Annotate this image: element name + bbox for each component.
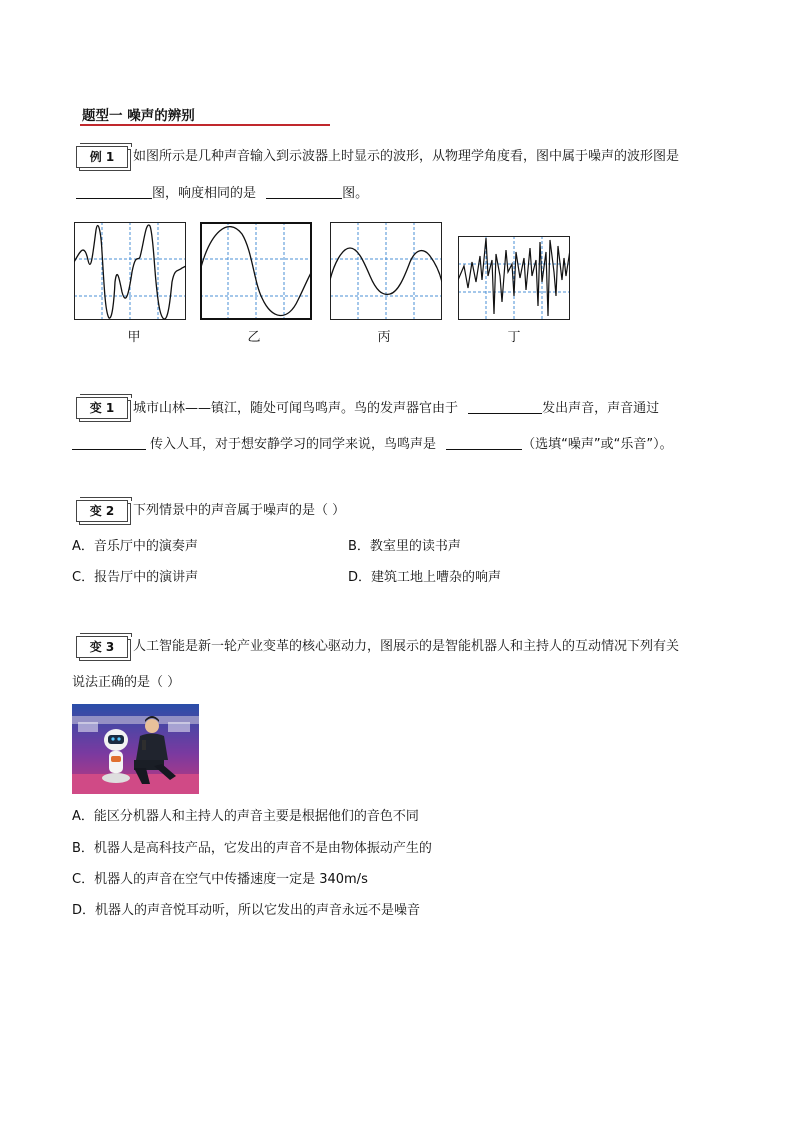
answer-blank[interactable]	[76, 184, 152, 199]
variant-1-badge: 变 1	[76, 397, 128, 419]
variant-2-option-b[interactable]: B．教室里的读书声	[348, 539, 461, 554]
waveform-label-bing: 丙	[377, 330, 391, 345]
example-1-text-line1: 如图所示是几种声音输入到示波器上时显示的波形，从物理学角度看，图中属于噪声的波形图是	[133, 149, 680, 164]
robot-host-photo	[72, 704, 199, 794]
variant-3-badge: 变 3	[76, 636, 128, 658]
variant-3-option-d[interactable]: D．机器人的声音悦耳动听，所以它发出的声音永远不是噪音	[72, 903, 421, 918]
waveform-label-jia: 甲	[127, 330, 141, 345]
variant-2-option-c[interactable]: C．报告厅中的演讲声	[72, 570, 199, 585]
answer-blank[interactable]	[446, 435, 522, 450]
waveform-label-ding: 丁	[507, 330, 521, 345]
answer-blank[interactable]	[72, 435, 146, 450]
section-heading: 题型一 噪声的辨别	[82, 108, 195, 124]
variant-1-text-line1: 城市山林——镇江，随处可闻鸟鸣声。鸟的发声器官由于 发出声音，声音通过	[133, 401, 660, 416]
waveform-jia	[74, 222, 186, 320]
waveform-yi	[200, 222, 312, 320]
variant-2-stem: 下列情景中的声音属于噪声的是（ ）	[133, 503, 346, 518]
waveform-bing	[330, 222, 442, 320]
variant-1-text-line2: 传入人耳，对于想安静学习的同学来说，鸟鸣声是 （选填“噪声”或“乐音”）。	[72, 435, 673, 454]
answer-blank[interactable]	[266, 184, 342, 199]
variant-3-text-line1: 人工智能是新一轮产业变革的核心驱动力，图展示的是智能机器人和主持人的互动情况下列有关	[133, 639, 680, 654]
variant-3-option-a[interactable]: A．能区分机器人和主持人的声音主要是根据他们的音色不同	[72, 809, 419, 824]
variant-2-option-a[interactable]: A．音乐厅中的演奏声	[72, 539, 198, 554]
waveform-label-yi: 乙	[247, 330, 261, 345]
variant-2-badge: 变 2	[76, 500, 128, 522]
variant-3-text-line2: 说法正确的是（ ）	[72, 675, 181, 690]
waveform-ding	[458, 236, 570, 320]
heading-divider	[80, 124, 330, 126]
answer-blank[interactable]	[468, 399, 542, 414]
example-1-text-line2: 图，响度相同的是 图。	[76, 184, 368, 203]
variant-3-option-b[interactable]: B．机器人是高科技产品，它发出的声音不是由物体振动产生的	[72, 841, 432, 856]
variant-3-option-c[interactable]: C．机器人的声音在空气中传播速度一定是 340m/s	[72, 872, 368, 887]
variant-2-option-d[interactable]: D．建筑工地上嘈杂的响声	[348, 570, 502, 585]
example-1-badge: 例 1	[76, 146, 128, 168]
